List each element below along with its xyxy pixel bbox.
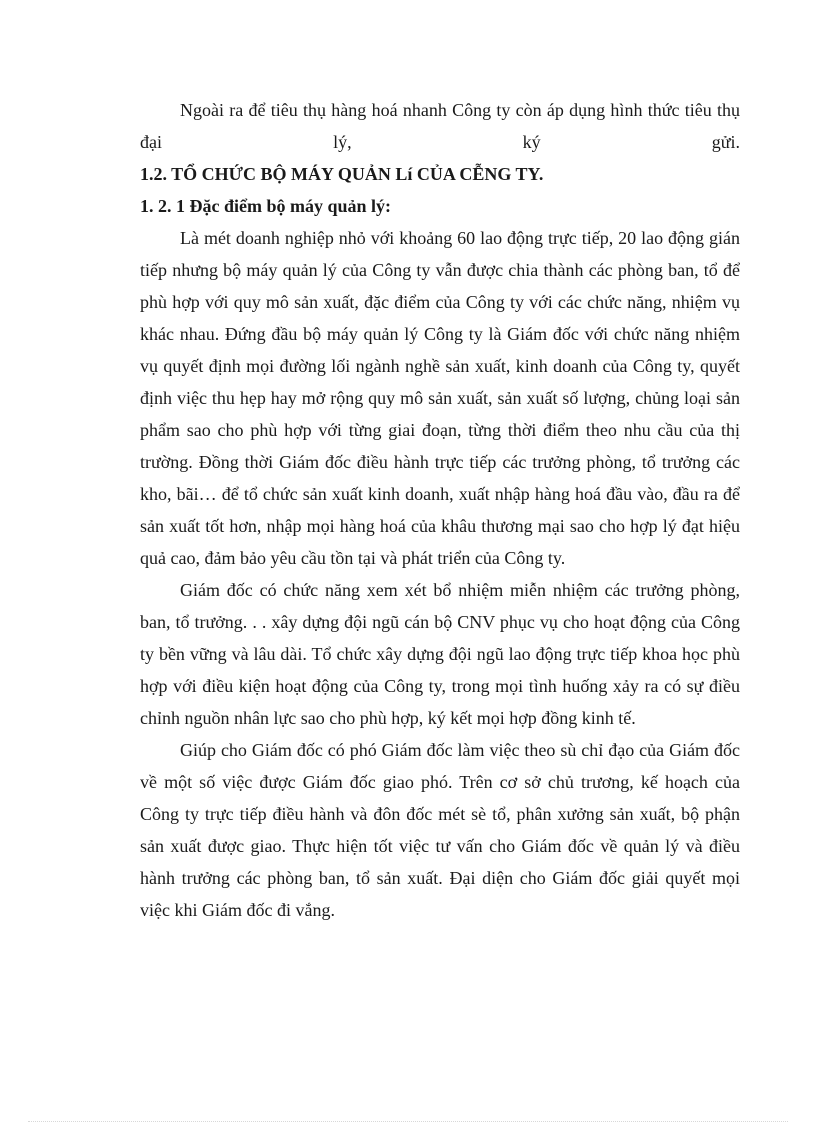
intro-paragraph: Ngoài ra để tiêu thụ hàng hoá nhanh Công ty còn áp dụng hình thức tiêu thụ đại lý, ký gửi. xyxy=(140,100,740,152)
footer-divider xyxy=(28,1121,788,1122)
section-heading: 1.2. TỔ CHỨC BỘ MÁY QUẢN Lí CỦA CỄNG TY. xyxy=(140,164,544,184)
body-paragraph-2: Giám đốc có chức năng xem xét bổ nhiệm miễn nhiệm các trưởng phòng, ban, tổ trưởng. . . xây dựng đội ngũ cán bộ CNV phục vụ cho hoạt động của Công ty bền vững và lâu dài. Tổ chức xây dựng đội ngũ lao động trực tiếp khoa học phù hợp với điều kiện hoạt động của Công ty, trong mọi tình huống xảy ra có sự điều chỉnh nguồn nhân lực sao cho phù hợp, ký kết mọi hợp đồng kinh tế. xyxy=(140,580,740,728)
document-body xyxy=(140,94,740,926)
body-paragraph-3: Giúp cho Giám đốc có phó Giám đốc làm việc theo sù chỉ đạo của Giám đốc về một số việc được Giám đốc giao phó. Trên cơ sở chủ trương, kế hoạch của Công ty trực tiếp điều hành và đôn đốc mét sè tổ, phân xưởng sản xuất, bộ phận sản xuất được giao. Thực hiện tốt việc tư vấn cho Giám đốc về quản lý và điều hành trưởng các phòng ban, tổ sản xuất. Đại diện cho Giám đốc giải quyết mọi việc khi Giám đốc đi vắng. xyxy=(140,740,740,920)
body-paragraph-1: Là mét doanh nghiệp nhỏ với khoảng 60 lao động trực tiếp, 20 lao động gián tiếp nhưng bộ máy quản lý của Công ty vẫn được chia thành các phòng ban, tổ để phù hợp với quy mô sản xuất, đặc điểm của Công ty với các chức năng, nhiệm vụ khác nhau. Đứng đầu bộ máy quản lý Công ty là Giám đốc với chức năng nhiệm vụ quyết định mọi đường lối ngành nghề sản xuất, kinh doanh của Công ty, quyết định việc thu hẹp hay mở rộng quy mô sản xuất, sản xuất số lượng, chủng loại sản phẩm sao cho phù hợp với từng giai đoạn, từng thời điểm theo nhu cầu của thị trường. Đồng thời Giám đốc điều hành trực tiếp các trưởng phòng, tổ trưởng các kho, bãi… để tổ chức sản xuất kinh doanh, xuất nhập hàng hoá đầu vào, đầu ra để sản xuất tốt hơn, nhập mọi hàng hoá của khâu thương mại sao cho hợp lý đạt hiệu quả cao, đảm bảo yêu cầu tồn tại và phát triển của Công ty. xyxy=(140,228,740,568)
subsection-heading: 1. 2. 1 Đặc điểm bộ máy quản lý: xyxy=(140,196,392,216)
